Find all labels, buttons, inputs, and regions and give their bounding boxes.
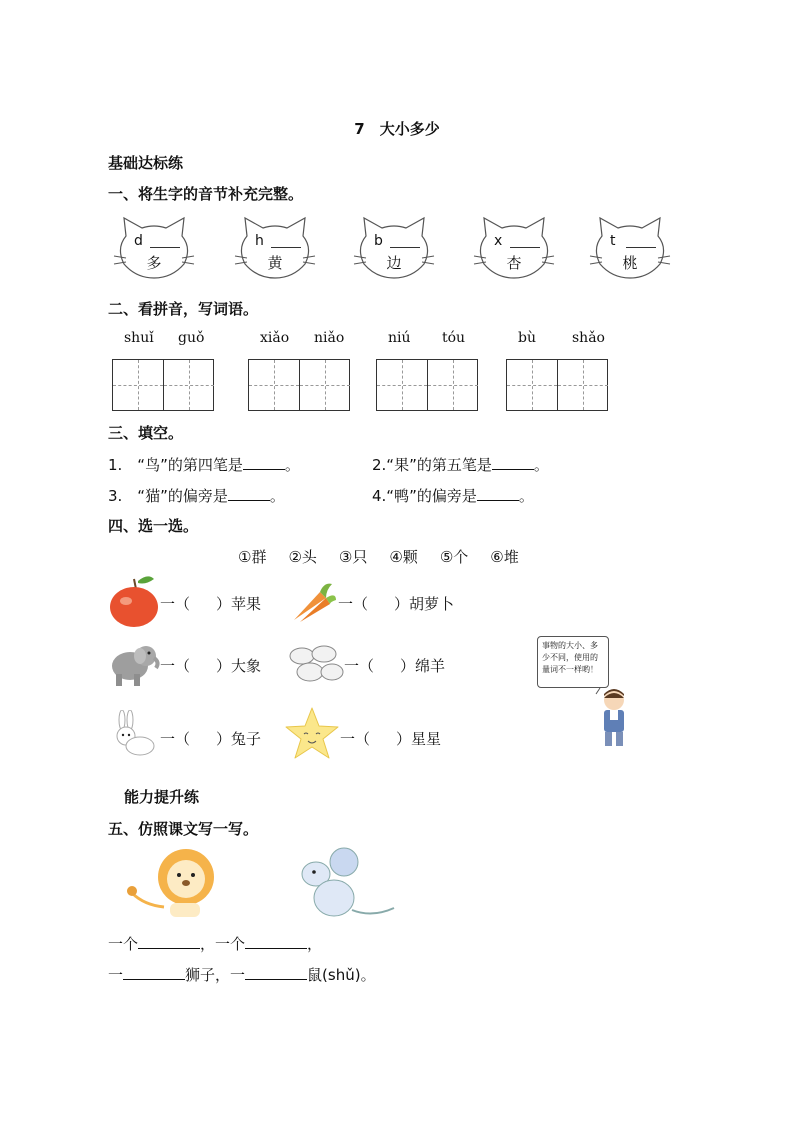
writing-cell[interactable]: [249, 360, 299, 410]
writing-cell[interactable]: [299, 360, 349, 410]
answer-blank[interactable]: [245, 979, 307, 980]
pinyin-label: niú: [388, 330, 411, 346]
answer-blank[interactable]: [245, 948, 307, 949]
q2-heading: 二、看拼音，写词语。: [108, 300, 259, 318]
carrot-icon: [290, 580, 338, 624]
apple-icon: [108, 573, 160, 629]
section-basic: 基础达标练: [108, 154, 184, 172]
writing-grid: [248, 359, 350, 411]
page-title: 7 大小多少: [354, 120, 440, 138]
writing-grid: [112, 359, 214, 411]
cat-syllable-box: b 边: [352, 216, 436, 280]
q1-heading: 一、将生字的音节补充完整。: [108, 185, 304, 203]
q5-line-2: 一 狮子，一 鼠(shǔ)。: [108, 966, 376, 984]
option-1: ①群: [238, 548, 267, 566]
cat-syllable-box: d 多: [112, 216, 196, 280]
answer-blank[interactable]: [492, 469, 534, 470]
writing-grid: [506, 359, 608, 411]
pinyin-label: niǎo: [314, 330, 345, 346]
q3-item-3: 3. “猫”的偏旁是 。: [108, 487, 285, 505]
writing-grid: [376, 359, 478, 411]
answer-blank[interactable]: [228, 500, 270, 501]
answer-blank[interactable]: [123, 979, 185, 980]
pinyin-label: bù: [518, 330, 536, 346]
answer-blank[interactable]: [150, 247, 180, 248]
answer-blank[interactable]: [510, 247, 540, 248]
writing-cell[interactable]: [163, 360, 213, 410]
writing-cell[interactable]: [113, 360, 163, 410]
option-3: ③只: [338, 548, 368, 566]
star-icon: [282, 704, 342, 764]
q4-item-elephant: 一（ ）大象: [160, 657, 262, 675]
pinyin-label: xiǎo: [260, 330, 290, 346]
pinyin-label: tóu: [442, 330, 466, 346]
cat-syllable-box: h 黄: [233, 216, 317, 280]
speech-bubble: 事物的大小、多少不同，使用的量词不一样哟！: [537, 636, 609, 688]
option-6: ⑥堆: [490, 548, 519, 566]
section-advanced: 能力提升练: [124, 788, 200, 806]
q4-item-carrot: 一（ ）胡萝卜: [338, 595, 455, 613]
writing-cell[interactable]: [507, 360, 557, 410]
option-4: ④颗: [389, 548, 418, 566]
sheep-icon: [288, 642, 344, 686]
pinyin-label: guǒ: [178, 330, 205, 346]
pinyin-label: shǎo: [572, 330, 605, 346]
q3-item-1: 1. “鸟”的第四笔是 。: [108, 456, 300, 474]
q4-item-sheep: 一（ ）绵羊: [344, 657, 446, 675]
q3-item-4: 4.“鸭”的偏旁是 。: [372, 487, 534, 505]
answer-blank[interactable]: [243, 469, 285, 470]
q4-item-apple: 一（ ）苹果: [160, 595, 262, 613]
option-5: ⑤个: [439, 548, 469, 566]
q4-options: [238, 546, 519, 567]
q4-heading: 四、选一选。: [108, 517, 199, 535]
q4-item-rabbit: 一（ ）兔子: [160, 730, 262, 748]
answer-blank[interactable]: [477, 500, 519, 501]
cat-syllable-box: t 桃: [588, 216, 672, 280]
pinyin-label: shuǐ: [124, 330, 154, 346]
elephant-icon: [108, 638, 160, 690]
q3-heading: 三、填空。: [108, 424, 184, 442]
q5-line-1: 一个 ，一个 ，: [108, 935, 323, 953]
q3-item-2: 2.“果”的第五笔是 。: [372, 456, 549, 474]
option-2: ②头: [288, 548, 317, 566]
answer-blank[interactable]: [271, 247, 301, 248]
q5-heading: 五、仿照课文写一写。: [108, 820, 259, 838]
mouse-icon: [292, 846, 396, 920]
writing-cell[interactable]: [557, 360, 607, 410]
boy-icon: [592, 686, 632, 750]
q4-item-star: 一（ ）星星: [340, 730, 442, 748]
lion-icon: [124, 845, 224, 921]
answer-blank[interactable]: [138, 948, 200, 949]
writing-cell[interactable]: [377, 360, 427, 410]
answer-blank[interactable]: [390, 247, 420, 248]
cat-syllable-box: x 杏: [472, 216, 556, 280]
answer-blank[interactable]: [626, 247, 656, 248]
rabbit-icon: [108, 710, 158, 760]
writing-cell[interactable]: [427, 360, 477, 410]
